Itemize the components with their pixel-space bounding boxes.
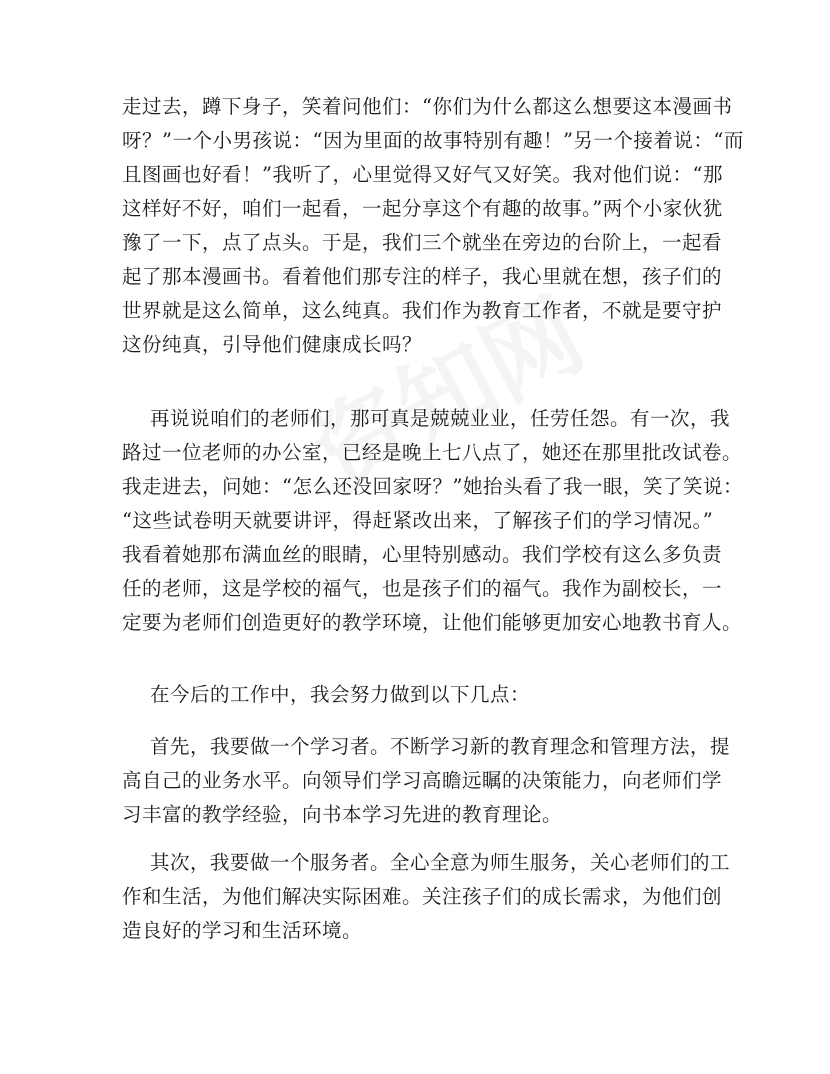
text-line: 首先，我要做一个学习者。不断学习新的教育理念和管理方法，提 (150, 735, 731, 758)
paragraph-5 (122, 846, 732, 948)
paragraph-2 (122, 402, 743, 640)
text-line: 造良好的学习和生活环境。 (122, 919, 363, 942)
text-line: 在今后的工作中，我会努力做到以下几点： (150, 683, 531, 706)
paragraph-3 (122, 678, 732, 712)
text-line: 其次，我要做一个服务者。全心全意为师生服务，关心老师们的工 (150, 851, 731, 874)
paragraph-1 (122, 90, 744, 362)
text-line: 走过去，蹲下身子，笑着问他们：“你们为什么都这么想要这本漫画书 (122, 95, 733, 118)
text-line: 习丰富的教学经验，向书本学习先进的教育理论。 (122, 803, 563, 826)
text-line: 世界就是这么简单，这么纯真。我们作为教育工作者，不就是要守护 (122, 299, 723, 322)
text-line: “这些试卷明天就要讲评，得赶紧改出来，了解孩子们的学习情况。” (122, 509, 714, 532)
text-line: 再说说咱们的老师们，那可真是兢兢业业，任劳任怨。有一次，我 (150, 407, 731, 430)
paragraph-4 (122, 730, 732, 832)
text-line: 作和生活，为他们解决实际困难。关注孩子们的成长需求，为他们创 (122, 885, 723, 908)
text-line: 路过一位老师的办公室，已经是晚上七八点了，她还在那里批改试卷。 (122, 441, 743, 464)
text-line: 这份纯真，引导他们健康成长吗？ (122, 333, 423, 356)
text-line: 呀？”一个小男孩说：“因为里面的故事特别有趣！”另一个接着说：“而 (122, 129, 744, 152)
text-line: 我看着她那布满血丝的眼睛，心里特别感动。我们学校有这么多负责 (122, 543, 723, 566)
text-line: 高自己的业务水平。向领导们学习高瞻远瞩的决策能力，向老师们学 (122, 769, 723, 792)
text-line: 起了那本漫画书。看着他们那专注的样子，我心里就在想，孩子们的 (122, 265, 723, 288)
text-line: 豫了一下，点了点头。于是，我们三个就坐在旁边的台阶上，一起看 (122, 231, 723, 254)
text-line: 我走进去，问她：“怎么还没回家呀？”她抬头看了我一眼，笑了笑说： (122, 475, 743, 498)
text-line: 定要为老师们创造更好的教学环境，让他们能够更加安心地教书育人。 (122, 611, 743, 634)
text-line: 且图画也好看！”我听了，心里觉得又好气又好笑。我对他们说：“那 (122, 163, 723, 186)
text-line: 任的老师，这是学校的福气，也是孩子们的福气。我作为副校长，一 (122, 577, 723, 600)
text-line: 这样好不好，咱们一起看，一起分享这个有趣的故事。”两个小家伙犹 (122, 197, 723, 220)
